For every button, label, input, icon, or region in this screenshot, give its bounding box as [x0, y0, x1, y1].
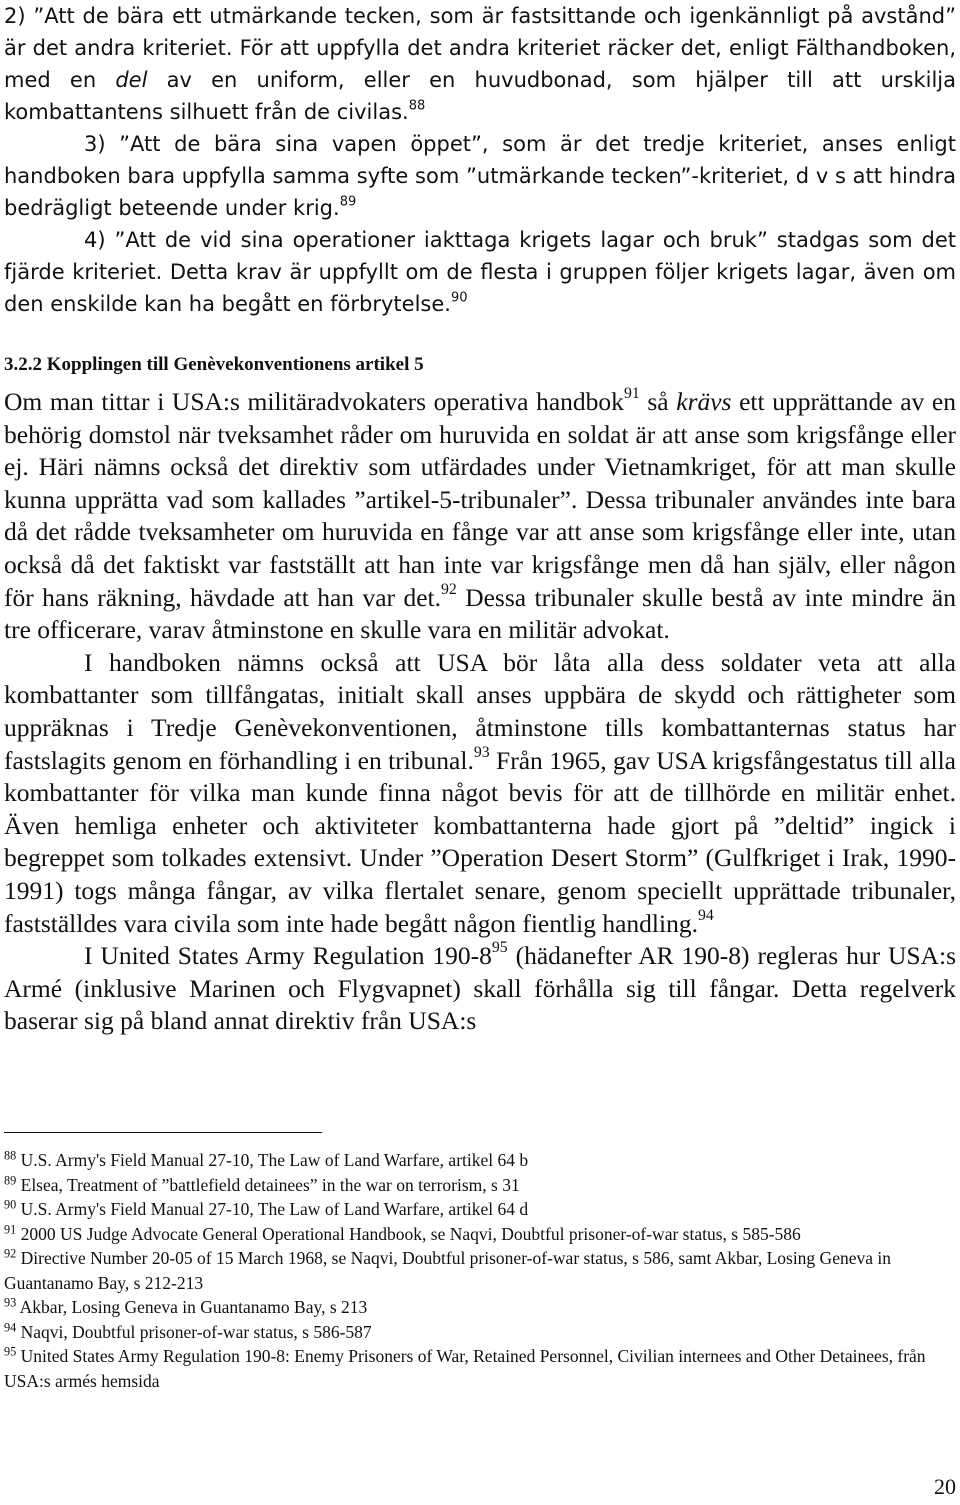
- footnote-text: U.S. Army's Field Manual 27-10, The Law of Land Warfare, artikel 64 b: [20, 1150, 529, 1170]
- criterion-3-text: 3) ”Att de bära sina vapen öppet”, som är det tredje kriteriet, anses enligt handboken bara uppfylla samma syfte som ”utmärkande tecken”-kriteriet, d v s att hindra bedrägligt beteende under krig.: [4, 132, 956, 220]
- body-paragraph-2: [4, 647, 956, 940]
- footnote-text: U.S. Army's Field Manual 27-10, The Law of Land Warfare, artikel 64 d: [20, 1199, 529, 1219]
- criteria-list: [4, 0, 956, 320]
- body-paragraph-1-text-c: ett upprättande av en behörig domstol när tveksamhet råder om huruvida en soldat är att anse som krigsfånge eller ej. Häri nämns också det direktiv som utfärdades under Vietnamkriget, för att man skulle kunna upprätta vad som kallades ”artikel-5-tribunaler”. Dessa tribunaler användes inte bara då det rådde tveksamheter om huruvida en fånge var att anse som krigsfånge eller inte, utan också då det faktiskt var fastställt att han inte var krigsfånge men då han själv, eller någon för hans räkning, hävdade att han var det.: [4, 387, 956, 612]
- body-paragraph-3-text-a: I United States Army Regulation 190-8: [84, 941, 492, 971]
- footnote-text: United States Army Regulation 190-8: Enemy Prisoners of War, Retained Personnel, Civilian internees and Other Detainees, från USA:s armés hemsida: [4, 1346, 926, 1391]
- criterion-2-emphasis: del: [115, 68, 148, 92]
- footnote-number: 88: [4, 1148, 17, 1163]
- footnote-ref-95[interactable]: 95: [491, 939, 508, 957]
- body-paragraph-1-text-a: Om man tittar i USA:s militäradvokaters operativa handbok: [4, 387, 624, 416]
- body-paragraph-3: [4, 940, 956, 1038]
- footnote-text: Naqvi, Doubtful prisoner-of-war status, s 586-587: [20, 1321, 372, 1342]
- footnote-ref-91[interactable]: 91: [623, 385, 640, 403]
- footnote-number: 93: [4, 1295, 17, 1310]
- body-paragraph-1-text-d: Dessa tribunaler skulle bestå av inte mindre än tre officerare, varav åtminstone en skulle vara en militär advokat.: [4, 582, 957, 645]
- criterion-2-text-end: av en uniform, eller en huvudbonad, som hjälper till att urskilja kombattantens silhuett från de civilas.: [4, 68, 957, 124]
- criterion-4: [4, 224, 956, 320]
- footnote: [4, 1148, 944, 1173]
- footnote-text: Akbar, Losing Geneva in Guantanamo Bay, s 213: [19, 1297, 368, 1317]
- footnote: [4, 1246, 944, 1295]
- footnote-number: 94: [4, 1319, 17, 1334]
- footnote-number: 89: [4, 1172, 17, 1187]
- body-paragraph-3-text-b: (hädanefter AR 190-8) regleras hur USA:s Armé (inklusive Marinen och Flygvapnet) skall förhålla sig till fångar. Detta regelverk baserar sig på bland annat direktiv från USA:s: [4, 941, 957, 1036]
- footnote-ref-89[interactable]: 89: [339, 194, 357, 210]
- footnote-separator: [4, 1132, 322, 1133]
- footnote: [4, 1197, 944, 1222]
- footnote-ref-94[interactable]: 94: [697, 906, 714, 924]
- footnote: [4, 1173, 944, 1198]
- footnote: [4, 1344, 944, 1393]
- footnote-text: Elsea, Treatment of ”battlefield detainees” in the war on terrorism, s 31: [20, 1174, 520, 1195]
- criterion-3: [4, 128, 956, 224]
- criterion-2: [4, 0, 956, 128]
- body-paragraph-2-text-b: Från 1965, gav USA krigsfångestatus till alla kombattanter för vilka man kunde finna något bevis för att de tillhörde en militär enhet. Även hemliga enheter och aktiviteter kombattanterna hade gjort på ”deltid” ingick i begreppet som tolkades extensivt. Under ”Operation Desert Storm” (Gulfkriget i Irak, 1990-1991) togs många fångar, av vilka flertalet senare, genom speciellt upprättade tribunaler, fastställdes vara civila som inte hade begått någon fientlig handling.: [4, 745, 956, 938]
- criterion-2-text: 2) ”Att de bära ett utmärkande tecken, som är fastsittande och igenkännligt på avstånd” är det andra kriteriet. För att uppfylla det andra kriteriet räcker det, enligt Fälthandboken, med en: [4, 4, 956, 92]
- section-heading: 3.2.2 Kopplingen till Genèvekonventionens artikel 5: [4, 354, 424, 375]
- footnote: [4, 1320, 944, 1345]
- body-paragraph-1-text-b: så: [639, 387, 677, 416]
- footnote-text: 2000 US Judge Advocate General Operational Handbook, se Naqvi, Doubtful prisoner-of-war status, s 585-586: [20, 1223, 801, 1244]
- footnote-number: 95: [4, 1344, 17, 1359]
- footnote-ref-88[interactable]: 88: [408, 98, 426, 114]
- body-paragraph-1-emphasis: krävs: [676, 387, 732, 416]
- footnotes: [4, 1148, 944, 1393]
- footnote-ref-93[interactable]: 93: [473, 743, 490, 761]
- footnote-ref-90[interactable]: 90: [450, 290, 468, 306]
- footnote-ref-92[interactable]: 92: [440, 580, 457, 598]
- footnote: [4, 1222, 944, 1247]
- footnote-number: 92: [4, 1246, 17, 1261]
- body-paragraph-2-text-a: I handboken nämns också att USA bör låta alla dess soldater veta att alla kombattanter som tillfångatas, initialt skall anses uppbära de skydd och rättigheter som uppräknas i Tredje Genèvekonventionen, åtminstone tills kombattanternas status har fastslagits genom en förhandling i en tribunal.: [4, 647, 956, 775]
- footnote-number: 91: [4, 1221, 17, 1236]
- body-text: [4, 386, 956, 1038]
- footnote-number: 90: [4, 1197, 17, 1212]
- footnote-text: Directive Number 20-05 of 15 March 1968, se Naqvi, Doubtful prisoner-of-war status, s 586, samt Akbar, Losing Geneva in Guantanamo Bay, s 212-213: [4, 1248, 891, 1293]
- footnote: [4, 1295, 944, 1320]
- page-number: 20: [934, 1474, 956, 1499]
- body-paragraph-1: [4, 386, 956, 647]
- criterion-4-text: 4) ”Att de vid sina operationer iakttaga krigets lagar och bruk” stadgas som det fjärde kriteriet. Detta krav är uppfyllt om de flesta i gruppen följer krigets lagar, även om den enskilde kan ha begått en förbrytelse.: [4, 228, 956, 316]
